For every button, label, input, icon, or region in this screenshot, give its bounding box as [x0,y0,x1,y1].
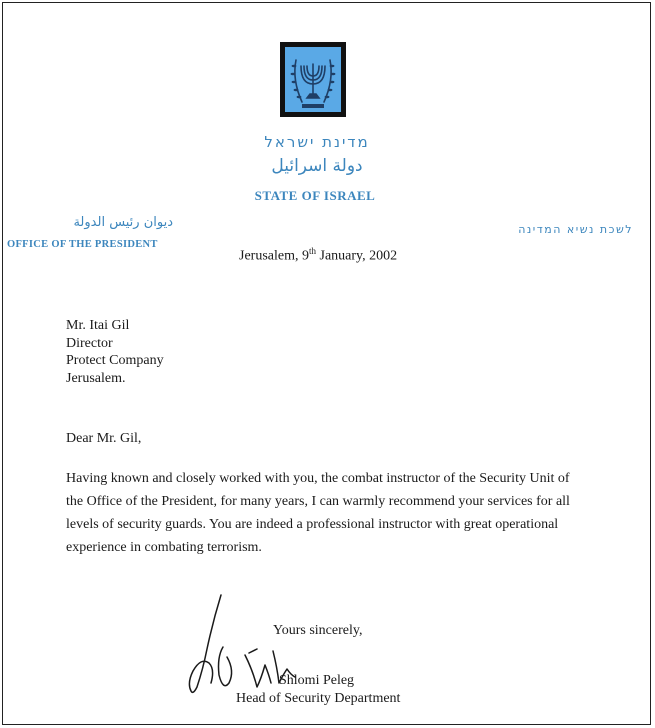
recipient-company: Protect Company [66,353,164,368]
office-name-arabic: ديوان رئيس الدولة [73,215,173,230]
menorah-emblem-icon [280,42,346,117]
date-suffix: January, 2002 [316,248,398,264]
state-name-arabic: دولة اسرائيل [271,156,363,176]
body-line: the Office of the President, for many years, I can warmly recommend your services for all [66,494,570,509]
recipient-name: Mr. Itai Gil [66,318,130,333]
date-prefix: Jerusalem, 9 [239,248,309,264]
closing: Yours sincerely, [273,623,363,638]
recipient-city: Jerusalem. [66,370,126,386]
letter-date [239,246,397,265]
recipient-address [66,317,164,387]
signer-name: Shlomi Peleg [279,673,355,688]
signer-title: Head of Security Department [236,691,401,706]
recipient-title: Director [66,335,113,351]
document-frame [2,2,651,725]
body-line: levels of security guards. You are indeed a professional instructor with great operational [66,517,559,532]
body-line: experience in combating terrorism. [66,540,262,555]
state-name-english: STATE OF ISRAEL [254,188,376,203]
date-ordinal: th [308,246,316,256]
office-name-english: OFFICE OF THE PRESIDENT [7,239,158,250]
state-name-hebrew: מדינת ישראל [264,133,370,151]
body-line: Having known and closely worked with you, the combat instructor of the Security Unit of [66,471,570,486]
office-name-hebrew: לשכת נשיא המדינה [518,223,633,236]
salutation: Dear Mr. Gil, [66,431,142,446]
letter-body [66,467,570,559]
